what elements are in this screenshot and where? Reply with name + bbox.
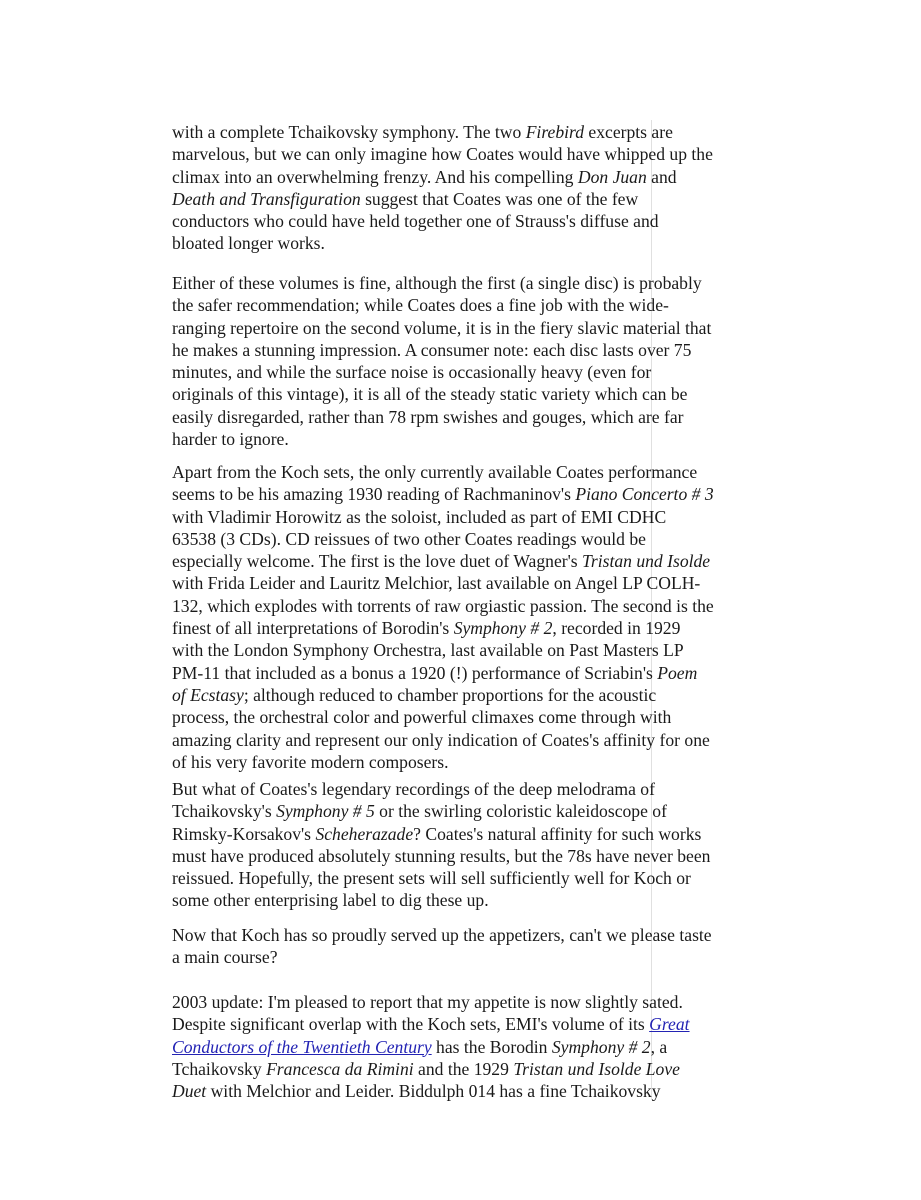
text-line: Now that Koch has so proudly served up the appetizers, can't we please taste [172,925,712,945]
text-line: of Ecstasy; although reduced to chamber proportions for the acoustic [172,684,657,705]
text-line: marvelous, but we can only imagine how Coates would have whipped up the [172,144,713,165]
italic-title: Don Juan [577,166,647,187]
text-line: ranging repertoire on the second volume, it is in the fiery slavic material that [172,317,712,338]
paragraph-5 [172,924,772,969]
text-line: with a complete Tchaikovsky symphony. The two Firebird excerpts are [172,122,673,142]
text-line: But what of Coates's legendary recordings of the deep melodrama of [172,779,655,799]
text-line: reissued. Hopefully, the present sets will sell sufficiently well for Koch or [172,868,691,889]
paragraph-1 [172,121,772,255]
text-line: Apart from the Koch sets, the only currently available Coates performance [172,462,698,482]
text-line: 2003 update: I'm pleased to report that my appetite is now slightly sated. [172,992,683,1012]
italic-title: Symphony # 2 [551,1036,651,1057]
italic-title: Tristan und Isolde Love [513,1058,680,1079]
italic-title: Piano Concerto # 3 [575,484,714,505]
text-line: originals of this vintage), it is all of the steady static variety which can be [172,384,688,405]
text-line: he makes a stunning impression. A consumer note: each disc lasts over 75 [172,339,692,360]
italic-title: Death and Transfiguration [172,188,361,209]
paragraph-2 [172,272,772,450]
italic-title: Firebird [525,122,585,142]
title-link[interactable]: Great [649,1014,690,1035]
text-line: Tchaikovsky's Symphony # 5 or the swirling coloristic kaleidoscope of [172,801,667,822]
text-line: Either of these volumes is fine, although the first (a single disc) is probably [172,273,702,293]
title-link[interactable]: Conductors of the Twentieth Century [172,1036,432,1057]
text-line: easily disregarded, rather than 78 rpm swishes and gouges, which are far [172,406,684,427]
text-line: PM-11 that included as a bonus a 1920 (!) performance of Scriabin's Poem [172,662,698,683]
text-line: Death and Transfiguration suggest that Coates was one of the few [172,188,639,209]
text-line: Despite significant overlap with the Koch sets, EMI's volume of its Great [172,1014,690,1035]
italic-title: Tristan und Isolde [582,551,711,572]
text-line: a main course? [172,947,278,968]
text-line: 132, which explodes with torrents of raw orgiastic passion. The second is the [172,595,714,616]
text-line: with Frida Leider and Lauritz Melchior, last available on Angel LP COLH- [172,573,701,594]
italic-title: Scheherazade [315,823,414,844]
italic-title: Poem [657,662,698,683]
text-line: climax into an overwhelming frenzy. And his compelling Don Juan and [172,166,677,187]
italic-title: Symphony # 2 [453,618,553,639]
text-line: bloated longer works. [172,233,325,254]
text-line: minutes, and while the surface noise is occasionally heavy (even for [172,362,652,383]
text-line: some other enterprising label to dig these up. [172,890,489,911]
text-line: the safer recommendation; while Coates does a fine job with the wide- [172,295,669,316]
paragraph-6 [172,991,772,1102]
italic-title: Francesca da Rimini [266,1058,414,1079]
text-line: of his very favorite modern composers. [172,751,449,772]
paragraph-4 [172,778,772,912]
text-line: conductors who could have held together one of Strauss's diffuse and [172,211,659,232]
text-line: Tchaikovsky Francesca da Rimini and the 1929 Tristan und Isolde Love [172,1058,680,1079]
text-line: finest of all interpretations of Borodin's Symphony # 2, recorded in 1929 [172,618,681,639]
text-line: harder to ignore. [172,429,289,450]
paragraph-3 [172,461,772,773]
text-line: with Vladimir Horowitz as the soloist, included as part of EMI CDHC [172,506,667,527]
text-line: Conductors of the Twentieth Century has the Borodin Symphony # 2, a [172,1036,668,1057]
text-line: 63538 (3 CDs). CD reissues of two other Coates readings would be [172,528,646,549]
italic-title: Duet [172,1081,207,1102]
text-line: process, the orchestral color and powerful climaxes come through with [172,707,672,728]
text-line: especially welcome. The first is the love duet of Wagner's Tristan und Isolde [172,551,711,572]
text-line: Duet with Melchior and Leider. Biddulph 014 has a fine Tchaikovsky [172,1081,661,1102]
text-line: Rimsky-Korsakov's Scheherazade? Coates's natural affinity for such works [172,823,702,844]
italic-title: of Ecstasy [172,684,244,705]
text-line: seems to be his amazing 1930 reading of Rachmaninov's Piano Concerto # 3 [172,484,714,505]
text-line: must have produced absolutely stunning results, but the 78s have never been [172,845,711,866]
text-line: with the London Symphony Orchestra, last available on Past Masters LP [172,640,684,661]
italic-title: Symphony # 5 [276,801,375,822]
text-line: amazing clarity and represent our only indication of Coates's affinity for one [172,729,710,750]
